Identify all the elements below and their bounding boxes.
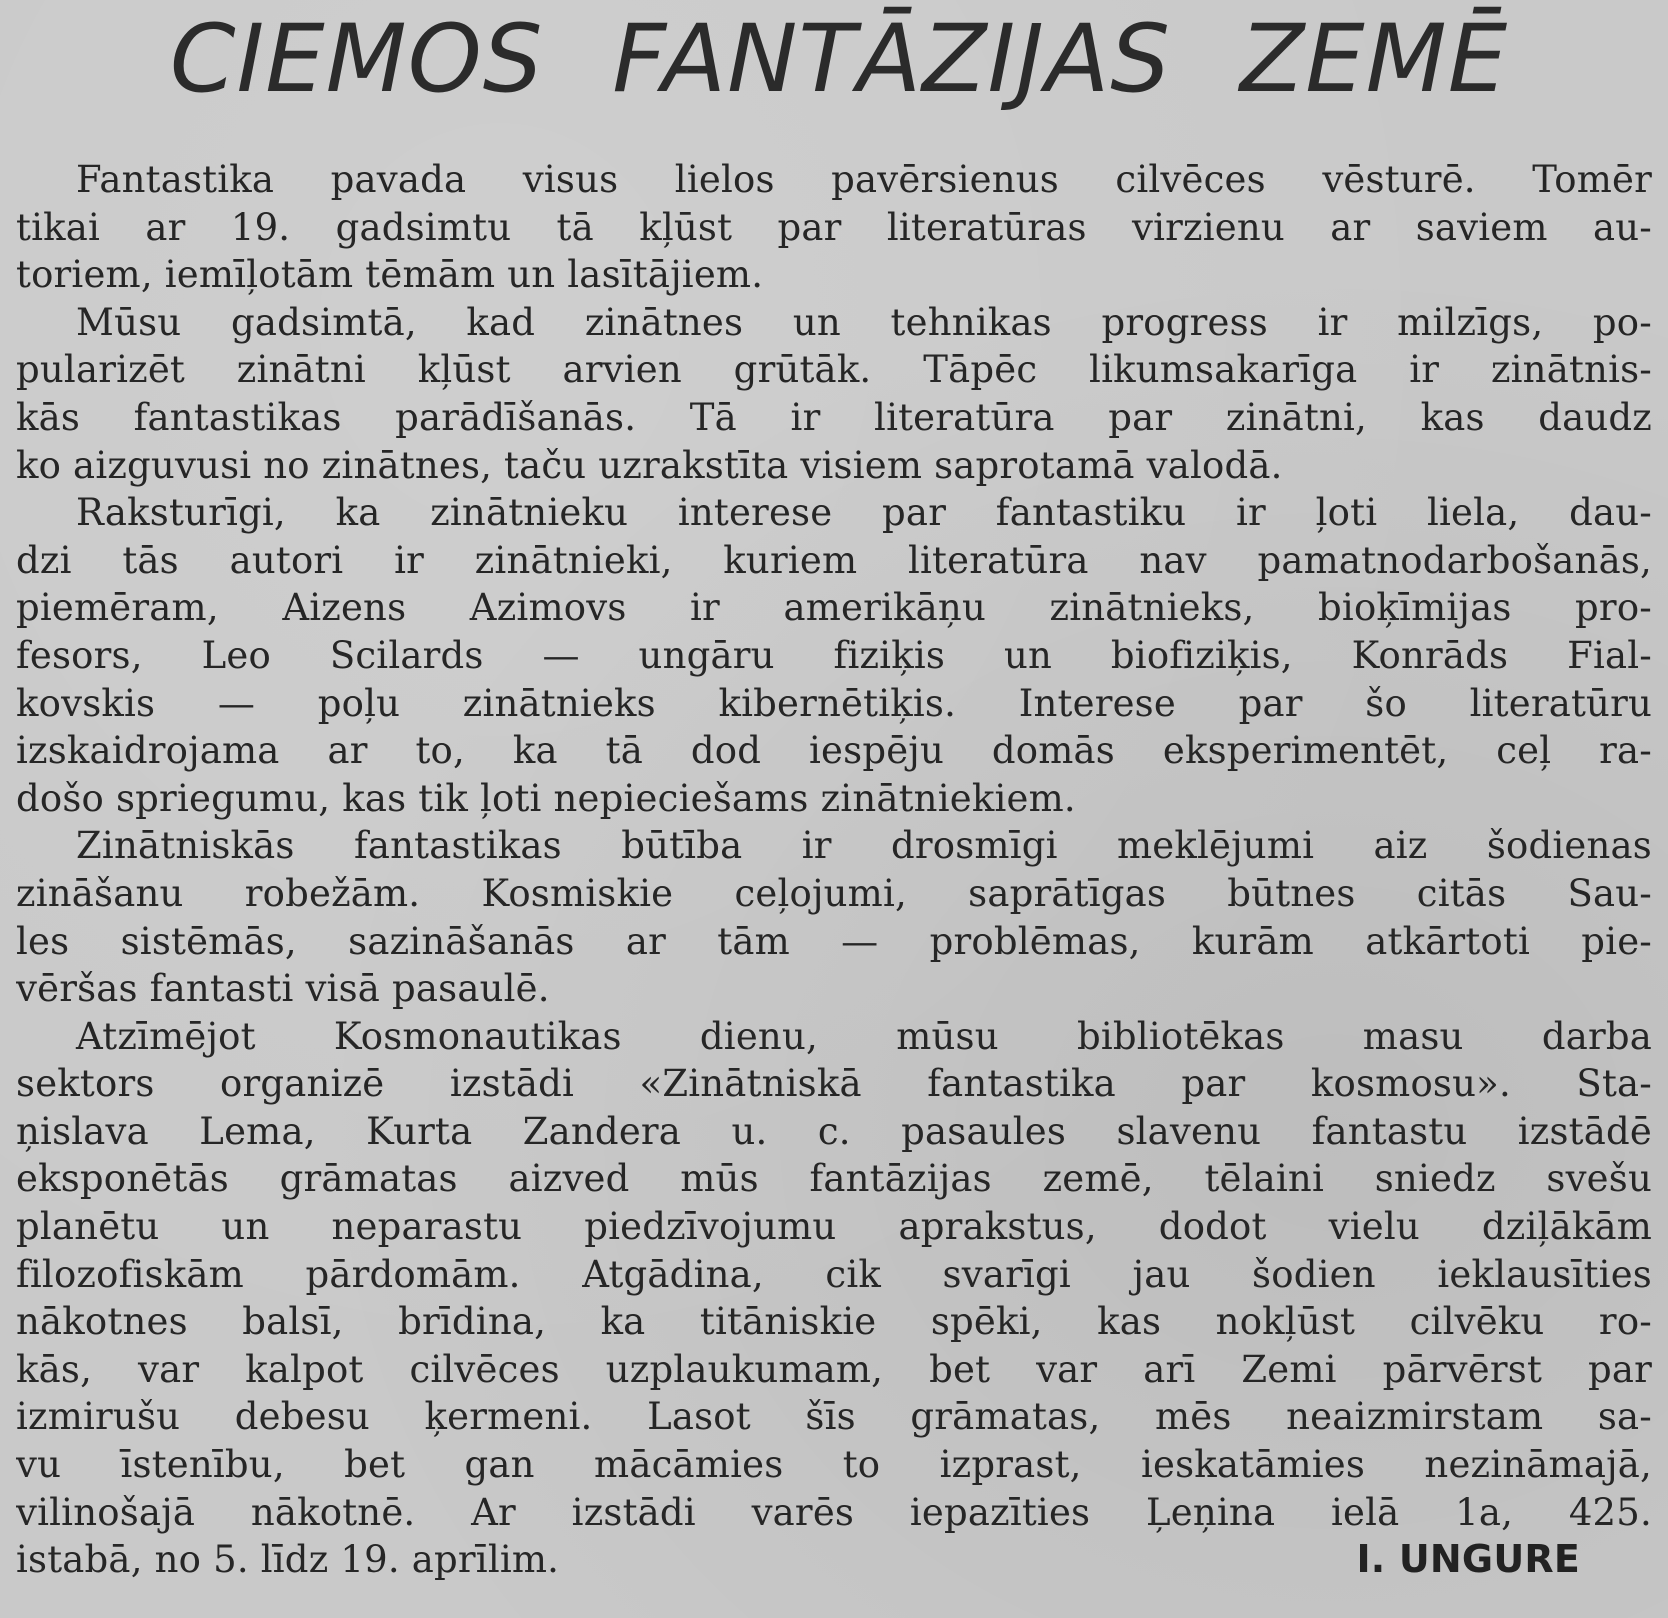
- paragraph-3: [16, 489, 1652, 822]
- text-line: izskaidrojama ar to, ka tā dod iespēju domās eksperimentēt, ceļ ra-: [16, 729, 1652, 773]
- text-line: vēršas fantasti visā pasaulē.: [16, 967, 550, 1011]
- text-line: ņislava Lema, Kurta Zandera u. c. pasaules slavenu fantastu izstādē: [16, 1109, 1652, 1153]
- author-signature: I. UNGURE: [1356, 1537, 1580, 1582]
- text-line: toriem, iemīļotām tēmām un lasītājiem.: [16, 253, 764, 297]
- text-line: ko aizguvusi no zinātnes, taču uzrakstīta visiem saprotamā valodā.: [16, 443, 1283, 487]
- headline: CIEMOS FANTĀZIJAS ZEMĒ: [169, 5, 1509, 114]
- text-line: Raksturīgi, ka zinātnieku interese par fantastiku ir ļoti liela, dau-: [76, 491, 1652, 535]
- text-line: les sistēmās, sazināšanās ar tām — problēmas, kurām atkārtoti pie-: [16, 919, 1652, 963]
- text-line: dzi tās autori ir zinātnieki, kuriem literatūra nav pamatnodarbošanās,: [16, 538, 1652, 582]
- paragraph-1: [16, 156, 1652, 299]
- text-line: nākotnes balsī, brīdina, ka titāniskie spēki, kas nokļūst cilvēku ro-: [16, 1300, 1652, 1344]
- text-line: istabā, no 5. līdz 19. aprīlim.: [16, 1538, 560, 1582]
- text-line: došo spriegumu, kas tik ļoti nepieciešams zinātniekiem.: [16, 776, 1076, 820]
- text-line: vu īstenību, bet gan mācāmies to izprast, ieskatāmies nezināmajā,: [16, 1443, 1652, 1487]
- paragraph-5: [16, 1013, 1652, 1584]
- text-line: sektors organizē izstādi «Zinātniskā fantastika par kosmosu». Sta-: [16, 1062, 1652, 1106]
- paragraph-2: [16, 299, 1652, 489]
- text-line: planētu un neparastu piedzīvojumu aprakstus, dodot vielu dziļākām: [16, 1205, 1652, 1249]
- text-line: filozofiskām pārdomām. Atgādina, cik svarīgi jau šodien ieklausīties: [16, 1252, 1652, 1296]
- text-line: vilinošajā nākotnē. Ar izstādi varēs iepazīties Ļeņina ielā 1a, 425.: [16, 1490, 1652, 1534]
- text-line: pularizēt zinātni kļūst arvien grūtāk. Tāpēc likumsakarīga ir zinātnis-: [16, 348, 1652, 392]
- text-line: zināšanu robežām. Kosmiskie ceļojumi, saprātīgas būtnes citās Sau-: [16, 871, 1652, 915]
- text-line: Mūsu gadsimtā, kad zinātnes un tehnikas progress ir milzīgs, po-: [76, 300, 1652, 344]
- text-line: Zinātniskās fantastikas būtība ir drosmīgi meklējumi aiz šodienas: [76, 824, 1652, 868]
- text-line: eksponētās grāmatas aizved mūs fantāzijas zemē, tēlaini sniedz svešu: [16, 1157, 1652, 1201]
- text-line: Atzīmējot Kosmonautikas dienu, mūsu bibliotēkas masu darba: [76, 1014, 1652, 1058]
- closing-line-with-signature: [16, 1536, 1652, 1584]
- text-line: Fantastika pavada visus lielos pavērsienus cilvēces vēsturē. Tomēr: [76, 158, 1652, 201]
- text-line: kās fantastikas parādīšanās. Tā ir literatūra par zinātni, kas daudz: [16, 395, 1652, 439]
- article-body: [16, 156, 1652, 1584]
- text-line: kās, var kalpot cilvēces uzplaukumam, bet var arī Zemi pārvērst par: [16, 1347, 1652, 1391]
- text-line: izmirušu debesu ķermeni. Lasot šīs grāmatas, mēs neaizmirstam sa-: [16, 1395, 1652, 1439]
- paragraph-4: [16, 822, 1652, 1012]
- text-line: kovskis — poļu zinātnieks kibernētiķis. Interese par šo literatūru: [16, 681, 1652, 725]
- text-line: tikai ar 19. gadsimtu tā kļūst par literatūras virzienu ar saviem au-: [16, 205, 1652, 249]
- text-line: piemēram, Aizens Azimovs ir amerikāņu zinātnieks, bioķīmijas pro-: [16, 586, 1652, 630]
- text-line: fesors, Leo Scilards — ungāru fiziķis un biofiziķis, Konrāds Fial-: [16, 633, 1652, 677]
